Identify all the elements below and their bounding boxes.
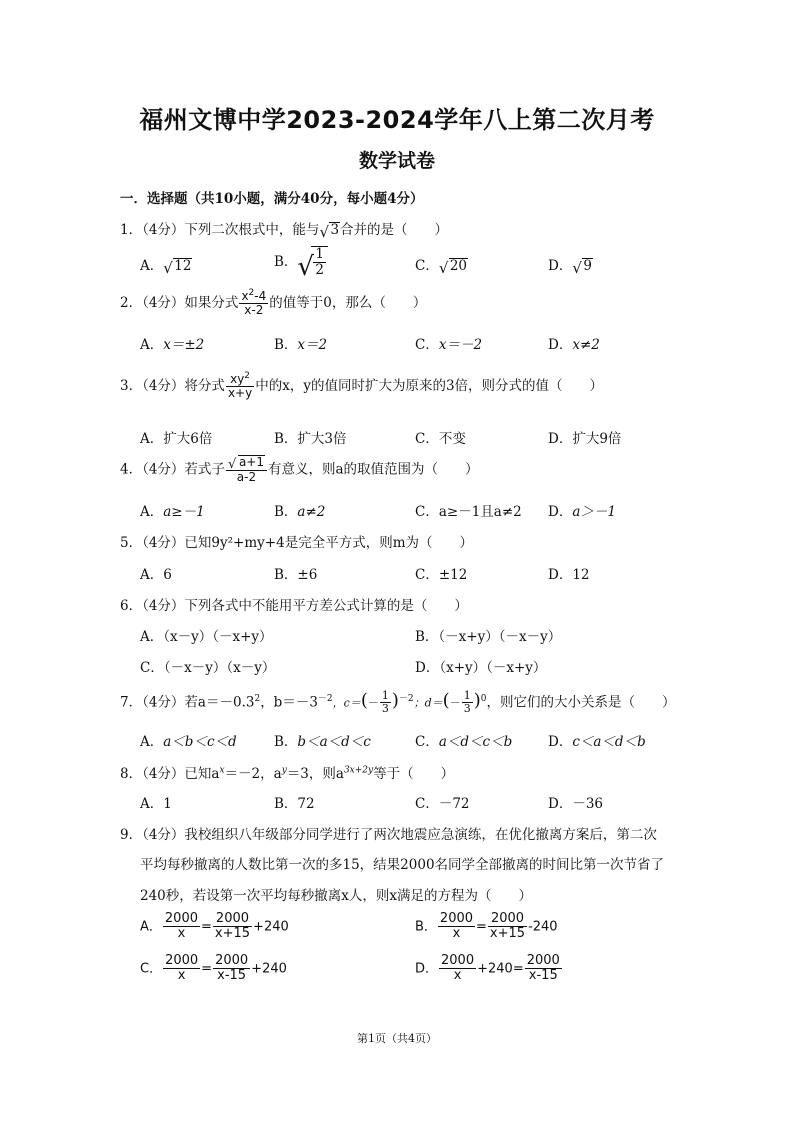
q9-option-b: B． $\frac{2000}{x}$ = $\frac{2000}{x+15}$ -240 [415,911,558,942]
q5-option-a: A．6 [140,567,172,583]
q5-option-c: C．±12 [415,567,468,583]
question-8: 8．（4分）已知$a^x=-2$，$a^y=3$，则$a^{3x+2y}$等于（ ） [120,765,455,782]
q8-option-c: C．－72 [415,796,470,812]
q9-option-c: C． $\frac{2000}{x}$ = $\frac{2000}{x-15}$ +240 [140,953,287,984]
q7-option-d: D．c＜a＜d＜b [548,734,646,750]
question-6: 6．（4分）下列各式中不能用平方差公式计算的是（ ） [120,598,468,614]
section-heading: 一．选择题（共10小题，满分40分，每小题4分） [120,191,424,207]
question-9-line-2: 平均每秒撤离的人数比第一次的多15，结果2000名同学全部撤离的时间比第一次节省了 [140,857,665,873]
q2-option-a: A．x＝±2 [140,337,205,353]
q5-option-d: D．12 [548,567,590,583]
q7-option-a: A．a＜b＜c＜d [140,734,237,750]
q3-option-a: A．扩大6倍 [140,431,213,447]
q4-option-b: B．a≠2 [274,504,326,520]
q2-option-d: D．x≠2 [548,337,600,353]
q1-option-b: B． √ $\frac{1}{2}$ [274,246,328,278]
q9-option-a: A． $\frac{2000}{x}$ = $\frac{2000}{x+15}$ +240 [140,911,289,942]
page-subtitle: 数学试卷 [358,150,435,172]
page-title: 福州文博中学2023-2024学年八上第二次月考 [139,106,655,134]
question-1: 1．（4分）下列二次根式中，能与 √ 3合并的是（ ） [120,222,449,241]
question-4: 4．（4分）若式子 √ a+1 a-2 有意义，则a的取值范围为（ ） [120,455,479,484]
question-5: 5．（4分）已知9y²+my+4是完全平方式，则m为（ ） [120,535,473,551]
q4-option-a: A．a≥－1 [140,504,205,520]
q6-option-b: B．（－x+y）（－x－y） [415,629,562,645]
q4-option-d: D．a＞－1 [548,504,616,520]
q8-option-a: A．1 [140,796,172,812]
q1-option-d: D． √ 9 [548,258,592,277]
q6-option-c: C．（－x－y）（x－y） [140,660,276,676]
q2-option-b: B．x＝2 [274,337,328,353]
q7-option-b: B．b＜a＜d＜c [274,734,371,750]
question-3: 3．（4分）将分式 $\frac{xy^2}{x+y}$ 中的x，y的值同时扩大为原来的3倍，则分式的值（ ） [120,371,604,401]
q3-option-c: C．不变 [415,431,466,447]
q1-option-a: A． √ 12 [140,258,192,277]
question-9-line-3: 240秒，若设第一次平均每秒撤离x人，则x满足的方程为（ ） [140,888,532,904]
q8-option-b: B．72 [274,796,315,812]
q7-option-c: C．a＜d＜c＜b [415,734,513,750]
q4-option-c: C．a≥－1且a≠2 [415,504,522,520]
sqrt-symbol: √ 3 [319,222,340,241]
q8-option-d: D．－36 [548,796,604,812]
q6-option-d: D．（x+y）（－x+y） [415,660,547,676]
question-2: 2．（4分）如果分式 $\frac{x^2-4}{x-2}$ 的值等于0，那么（ ） [120,288,427,318]
question-9-line-1: 9．（4分）我校组织八年级部分同学进行了两次地震应急演练，在优化撤离方案后，第二次 [120,827,657,843]
q6-option-a: A．（x－y）（－x+y） [140,629,273,645]
q3-option-d: D．扩大9倍 [548,431,622,447]
q5-option-b: B．±6 [274,567,318,583]
q9-option-d: D． $\frac{2000}{x}$ +240= $\frac{2000}{x-15}$ [415,953,560,984]
q2-option-c: C．x＝－2 [415,337,483,353]
q3-option-b: B．扩大3倍 [274,431,347,447]
page-footer: 第1页（共4页） [357,1032,437,1045]
question-7: 7．（4分）若$a=-0.3^2$，$b=-3^{-2}$，c＝(－ $\frac{1}{3}$ )$^{-2}$；d＝(－ $\frac{1}{3}$ )$^0$，则它们的大小关系是（ ） [120,689,676,716]
q1-option-c: C． √ 20 [415,258,468,277]
